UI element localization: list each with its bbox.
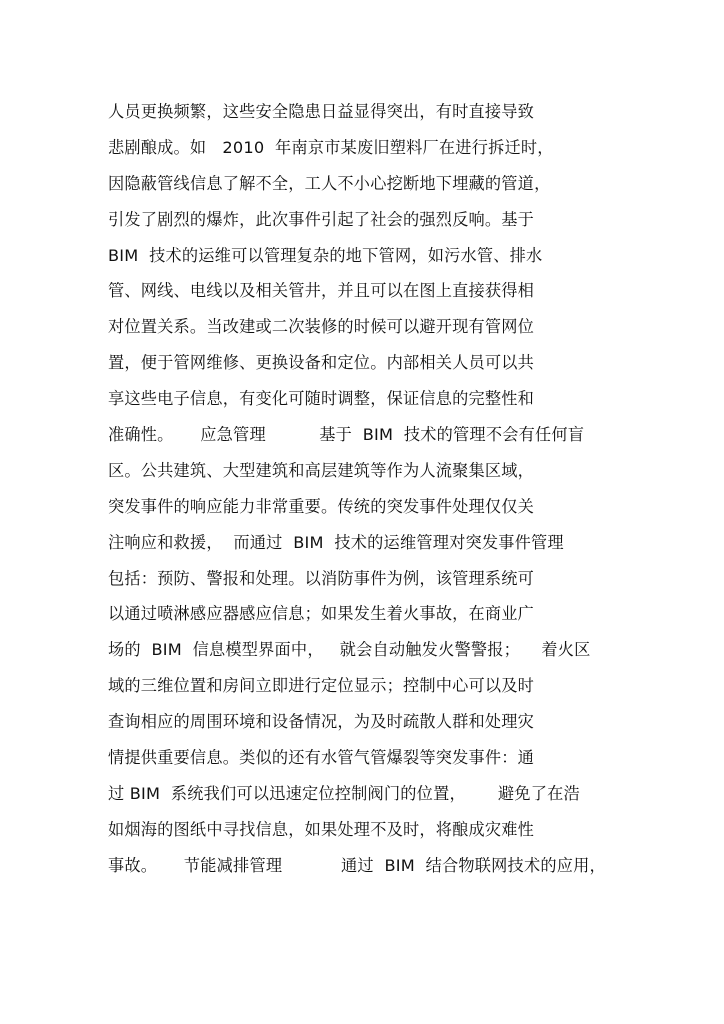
text-line: 悲剧酿成。如 2010 年南京市某废旧塑料厂在进行拆迁时， — [108, 137, 554, 157]
text-line: 区。公共建筑、大型建筑和高层建筑等作为人流聚集区域， — [108, 460, 535, 480]
text-line: 事故。 节能减排管理 通过 BIM 结合物联网技术的应用， — [108, 855, 606, 875]
text-line: 对位置关系。当改建或二次装修的时候可以避开现有管网位 — [108, 317, 535, 337]
text-line: 情提供重要信息。类似的还有水管气管爆裂等突发事件：通 — [108, 748, 535, 768]
text-line: 人员更换频繁，这些安全隐患日益显得突出，有时直接导致 — [108, 102, 535, 121]
text-line: 包括：预防、警报和处理。以消防事件为例，该管理系统可 — [108, 568, 535, 588]
text-line: 场的 BIM 信息模型界面中， 就会自动触发火警警报； 着火区 — [108, 640, 591, 660]
body-text — [108, 94, 668, 884]
text-line: 如烟海的图纸中寻找信息，如果处理不及时，将酿成灾难性 — [108, 819, 535, 839]
text-line: 置，便于管网维修、更换设备和定位。内部相关人员可以共 — [108, 353, 535, 373]
text-line: 享这些电子信息，有变化可随时调整，保证信息的完整性和 — [108, 389, 535, 409]
text-line: 准确性。 应急管理 基于 BIM 技术的管理不会有任何盲 — [108, 425, 585, 445]
text-line: 引发了剧烈的爆炸，此次事件引起了社会的强烈反响。基于 — [108, 209, 535, 229]
text-line: 查询相应的周围环境和设备情况，为及时疏散人群和处理灾 — [108, 712, 535, 732]
text-line: 管、网线、电线以及相关管井，并且可以在图上直接获得相 — [108, 281, 535, 301]
text-line: 注响应和救援， 而通过 BIM 技术的运维管理对突发事件管理 — [108, 532, 564, 552]
text-line: 域的三维位置和房间立即进行定位显示；控制中心可以及时 — [108, 676, 535, 696]
text-line: 以通过喷淋感应器感应信息；如果发生着火事故，在商业广 — [108, 604, 535, 624]
text-line: BIM 技术的运维可以管理复杂的地下管网，如污水管、排水 — [108, 245, 543, 265]
text-line: 因隐蔽管线信息了解不全，工人不小心挖断地下埋藏的管道， — [108, 173, 551, 193]
text-line: 过 BIM 系统我们可以迅速定位控制阀门的位置， 避免了在浩 — [108, 783, 580, 803]
text-line: 突发事件的响应能力非常重要。传统的突发事件处理仅仅关 — [108, 496, 535, 516]
